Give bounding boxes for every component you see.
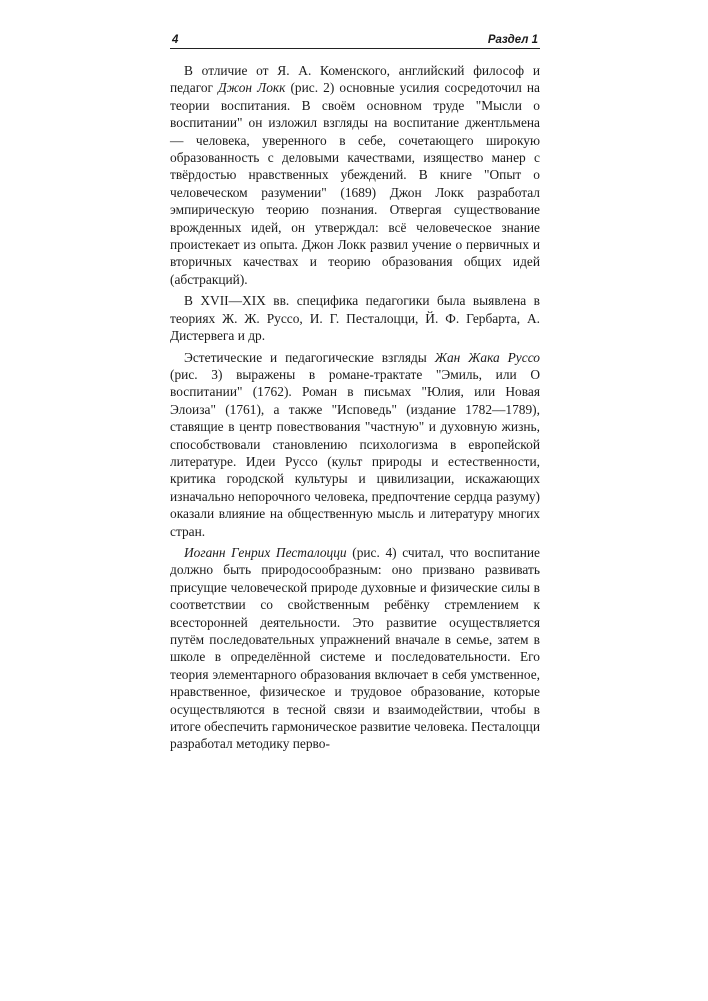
person-name: Жан Жака Руссо [434,349,540,365]
body-text [170,62,540,753]
paragraph [170,349,540,540]
paragraph-text: (рис. 4) считал, что воспитание должно быть природосообразным: оно призвано развивать присущие человеческой природе духовные и физические силы в соответствии со свойственным ребёнку стремлением к всесторонней деятельности. Это развитие осуществляется путём последовательных упражнений вначале в семье, затем в школе в определённой системе и последовательности. Его теория элементарного образования включает в себя умственное, нравственное, физическое и трудовое образование, которые осуществляются в тесной связи и взаимодействии, чтобы в итоге обеспечить гармоническое развитие человека. Песталоцци разработал методику перво- [170,544,540,752]
page-number: 4 [172,34,179,46]
paragraph [170,544,540,753]
running-head [170,34,540,49]
section-title: Раздел 1 [487,34,538,46]
paragraph-text: (рис. 3) выражены в романе-трактате "Эмиль, или О воспитании" (1762). Роман в письмах "Юлия, или Новая Элоиза" (1761), а также "Исповедь" (издание 1782—1789), ставящие в центр повествования "частную" и духовную жизнь, способствовали становлению психологизма в европейской литературе. Идеи Руссо (культ природы и естественности, критика городской культуры и цивилизации, искажающих изначально непорочного человека, предпочтение сердца разуму) оказали влияние на общественную мысль и литературу многих стран. [170,366,540,539]
paragraph-text: (рис. 2) основные усилия сосредоточил на теории воспитания. В своём основном труде "Мысли о воспитании" он изложил взгляды на воспитание джентльмена — человека, уверенного в себе, сочетающего широкую образованность с деловыми качествами, изящество манер с твёрдостью нравственных убеждений. В книге "Опыт о человеческом разумении" (1689) Джон Локк разработал эмпирическую теорию познания. Отвергая существование врожденных идей, он утверждал: всё человеческое знание проистекает из опыта. Джон Локк развил учение о первичных и вторичных качествах и теорию образования общих идей (абстракций). [170,80,540,287]
paragraph-text: Эстетические и педагогические взгляды [184,349,435,365]
person-name: Джон Локк [218,80,286,96]
paragraph [170,62,540,288]
paragraph-text: В отличие от Я. А. Коменского, английский философ и педагог [170,63,540,96]
paragraph-text: В XVII—XIX вв. специфика педагогики была выявлена в теориях Ж. Ж. Руссо, И. Г. Песталоцци, Й. Ф. Гербарта, А. Дистервега и др. [170,293,540,344]
person-name: Иоганн Генрих Песталоцци [184,544,347,560]
book-page [170,34,540,753]
paragraph [170,292,540,344]
